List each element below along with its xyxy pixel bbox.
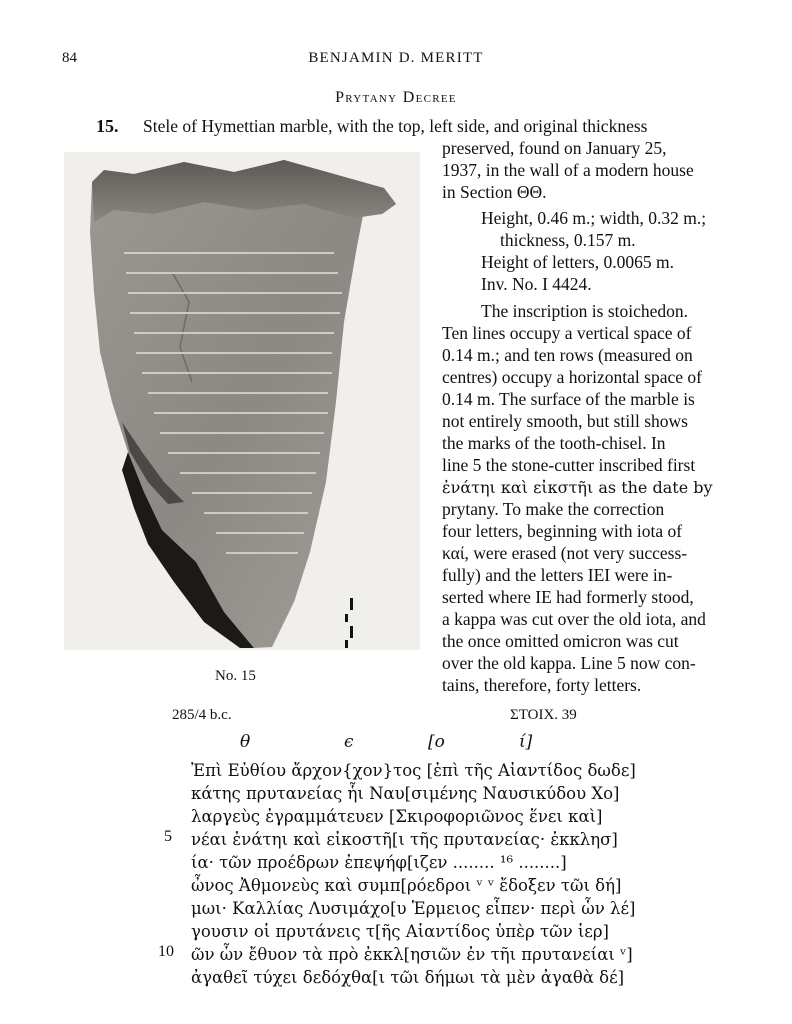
description-line: the once omitted omicron was cut <box>442 631 679 651</box>
measurement-line: Height of letters, 0.0065 m. <box>481 252 674 272</box>
greek-line: λαργεὺς ἐγραμμάτευεν [Σκιροφοριῶνος ἕνει καὶ] <box>191 807 603 826</box>
greek-line: κάτης πρυτανείας ἧι Ναυ[σιμένης Ναυσικύδου Χο] <box>191 784 620 803</box>
description-line: a kappa was cut over the old iota, and <box>442 609 706 629</box>
intro-line: 1937, in the wall of a modern house <box>442 160 694 180</box>
greek-text <box>191 759 636 999</box>
description-line: line 5 the stone-cutter inscribed first <box>442 455 696 475</box>
greek-line: ἀγαθεῖ τύχει δεδόχθα[ι τῶι δήμωι τὰ μὲν ἀγαθὰ δέ] <box>191 968 625 987</box>
description-line: over the old kappa. Line 5 now con- <box>442 653 696 673</box>
description-line: not entirely smooth, but still shows <box>442 411 688 431</box>
measurement-line: Height, 0.46 m.; width, 0.32 m.; <box>481 208 707 228</box>
description-line: fully) and the letters ΙΕΙ were in- <box>442 565 673 585</box>
measurement-line: Inv. No. I 4424. <box>481 274 592 294</box>
intro-line: preserved, found on January 25, <box>442 138 667 158</box>
description-line: καί, were erased (not very success- <box>442 543 688 563</box>
description-line: prytany. To make the correction <box>442 499 665 519</box>
greek-line: ῶν ὧν ἔθυον τὰ πρὸ ἐκκλ[ησιῶν ἐν τῆι πρυτανείαι ᵛ] <box>191 945 633 964</box>
intro-line: in Section ΘΘ. <box>442 182 547 202</box>
description-line: four letters, beginning with iota of <box>442 521 683 541</box>
stoichedon-count: ΣΤΟΙΧ. 39 <box>510 707 577 723</box>
section-title: Prytany Decree <box>335 89 457 106</box>
greek-line: γουσιν οἱ πρυτάνεις τ[ῆς Αἰαντίδος ὑπὲρ τῶν ἱερ] <box>191 922 609 941</box>
header-letter: ί] <box>519 732 533 752</box>
line-number: 10 <box>158 943 174 960</box>
greek-line: νέαι ἐνάτηι καὶ εἰκοστῆ[ι τῆς πρυτανείας· ἐκκλησ] <box>191 830 618 849</box>
description-line: 0.14 m.; and ten rows (measured on <box>442 345 693 365</box>
header-letter: θ <box>240 732 251 752</box>
stele-photograph <box>64 152 420 650</box>
inscription-date: 285/4 b.c. <box>172 707 232 723</box>
header-letter: ϵ <box>344 732 354 752</box>
running-head: BENJAMIN D. MERITT <box>308 50 484 66</box>
line-number: 5 <box>164 828 172 845</box>
entry-number: 15. <box>96 116 119 136</box>
header-letter: [ο <box>428 732 445 752</box>
intro-line: Stele of Hymettian marble, with the top, left side, and original thickness <box>143 116 648 136</box>
greek-line: ία· τῶν προέδρων ἐπεψήφ[ιζεν ........ ¹⁶ ........] <box>191 853 567 872</box>
description-line: serted where ΙΕ had formerly stood, <box>442 587 694 607</box>
description-line: tains, therefore, forty letters. <box>442 675 642 695</box>
page-number: 84 <box>62 50 77 66</box>
description-line: The inscription is stoichedon. <box>481 301 689 321</box>
greek-line: Ἐπὶ Εὐθίου ἄρχον{χον}τος [ἐπὶ τῆς Αἰαντίδος δωδε] <box>191 761 636 780</box>
inscription-header-letters <box>0 732 792 756</box>
greek-line: μωι· Καλλίας Λυσιμάχο[υ Ἑρμειος εἶπεν· περὶ ὧν λέ] <box>191 899 636 918</box>
description-line: 0.14 m. The surface of the marble is <box>442 389 695 409</box>
description-line: centres) occupy a horizontal space of <box>442 367 702 387</box>
photo-caption: No. 15 <box>215 668 256 684</box>
description-line: Ten lines occupy a vertical space of <box>442 323 692 343</box>
description-line: ἐνάτηι καὶ εἰκστῆι as the date by <box>442 478 713 497</box>
measurement-line: thickness, 0.157 m. <box>500 230 636 250</box>
description-line: the marks of the tooth-chisel. In <box>442 433 666 453</box>
greek-line: ὦνος Ἀθμονεὺς καὶ συμπ[ρόεδροι ᵛ ᵛ ἔδοξεν τῶι δή] <box>191 876 622 895</box>
